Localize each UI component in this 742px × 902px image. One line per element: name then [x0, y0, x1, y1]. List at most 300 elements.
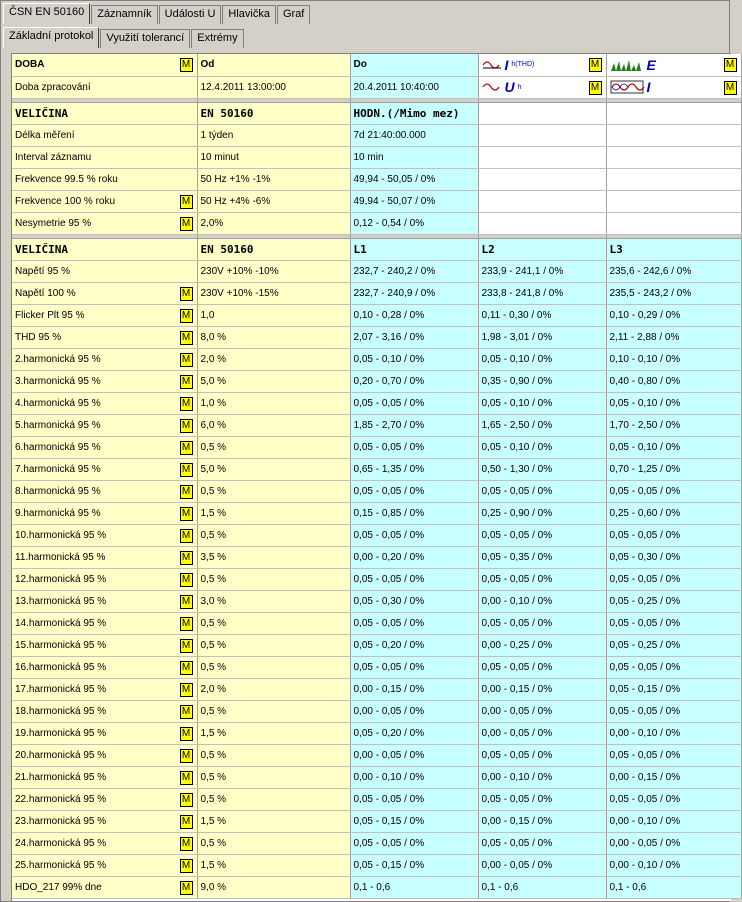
l1-value: [350, 568, 478, 590]
l1-value-text: 0,15 - 0,85 / 0%: [353, 507, 425, 519]
quantity-name: [12, 788, 197, 810]
table-row: [12, 788, 741, 810]
table-row: [12, 810, 741, 832]
l1-value: [350, 282, 478, 304]
l2-value: [478, 876, 606, 898]
norm-value-text: 8,0 %: [200, 331, 227, 343]
quantity-name-text: 14.harmonická 95 %: [15, 617, 107, 629]
l1-value: [350, 678, 478, 700]
l1-value-text: 0,05 - 0,05 / 0%: [353, 837, 425, 849]
quantity-name: [12, 436, 197, 458]
norm-value: [197, 766, 350, 788]
quantity-name-text: 18.harmonická 95 %: [15, 705, 107, 717]
protocol-table: [12, 54, 742, 899]
quantity-name-text: THD 95 %: [15, 331, 62, 343]
l2-value-text: 0,05 - 0,05 / 0%: [481, 573, 553, 585]
od-header: [197, 54, 350, 76]
l2-value: [478, 832, 606, 854]
l1-header: [350, 238, 478, 260]
quantity-name-text: 3.harmonická 95 %: [15, 375, 101, 387]
norm-value-text: 50 Hz +1% -1%: [200, 173, 271, 185]
l3-value: [606, 700, 741, 722]
m-button[interactable]: M: [180, 815, 193, 829]
empty-cell: [606, 102, 741, 124]
table-row: [12, 480, 741, 502]
norm-value: [197, 146, 350, 168]
l1-value-text: 0,05 - 0,05 / 0%: [353, 485, 425, 497]
norm-value: [197, 744, 350, 766]
m-button[interactable]: M: [724, 58, 737, 72]
l1-value-text: 0,05 - 0,05 / 0%: [353, 617, 425, 629]
l1-value-text: 0,05 - 0,05 / 0%: [353, 397, 425, 409]
norm-value-text: 3,0 %: [200, 595, 227, 607]
l1-value: [350, 480, 478, 502]
quantity-name: [12, 634, 197, 656]
l2-value-text: 0,11 - 0,30 / 0%: [481, 309, 552, 321]
m-button[interactable]: M: [180, 287, 193, 301]
m-button[interactable]: M: [180, 217, 193, 231]
sec1-quantity-header-text: VELIČINA: [15, 106, 68, 120]
table-row: [12, 612, 741, 634]
l3-value-text: 0,70 - 1,25 / 0%: [609, 463, 681, 475]
empty-cell: [606, 124, 741, 146]
quantity-name-text: 8.harmonická 95 %: [15, 485, 101, 497]
l2-value: [478, 370, 606, 392]
m-button[interactable]: M: [180, 683, 193, 697]
quantity-name-text: 19.harmonická 95 %: [15, 727, 107, 739]
l2-header-text: L2: [481, 242, 495, 256]
l2-value: [478, 854, 606, 876]
norm-value-text: 3,5 %: [200, 551, 227, 563]
m-button[interactable]: M: [180, 485, 193, 499]
norm-value: [197, 546, 350, 568]
table-row: [12, 854, 741, 876]
l2-value-text: 0,05 - 0,05 / 0%: [481, 837, 553, 849]
l1-value: [350, 590, 478, 612]
l1-value-text: 0,10 - 0,28 / 0%: [353, 309, 425, 321]
norm-value: [197, 190, 350, 212]
quantity-name: [12, 546, 197, 568]
quantity-name-text: Napětí 100 %: [15, 287, 76, 299]
ith-icon: I h(THD): [482, 57, 603, 73]
protocol-grid[interactable]: [11, 53, 735, 901]
norm-value: [197, 348, 350, 370]
l2-value-text: 1,98 - 3,01 / 0%: [481, 331, 553, 343]
l3-value-text: 0,05 - 0,10 / 0%: [609, 441, 681, 453]
l2-value: [478, 722, 606, 744]
l3-value-text: 0,00 - 0,10 / 0%: [609, 727, 681, 739]
m-button[interactable]: M: [180, 793, 193, 807]
quantity-name-text: HDO_217 99% dne: [15, 881, 102, 893]
table-row: [12, 304, 741, 326]
quantity-name: [12, 190, 197, 212]
empty-cell: [606, 190, 741, 212]
l3-header-text: L3: [609, 242, 623, 256]
norm-value: [197, 168, 350, 190]
l2-value-text: 0,05 - 0,05 / 0%: [481, 617, 553, 629]
quantity-name: [12, 766, 197, 788]
l1-header-text: L1: [353, 242, 367, 256]
l3-value: [606, 304, 741, 326]
norm-value: [197, 304, 350, 326]
l1-value: [350, 612, 478, 634]
m-button[interactable]: M: [180, 463, 193, 477]
l1-value: [350, 392, 478, 414]
l1-value-text: 0,05 - 0,20 / 0%: [353, 727, 425, 739]
measured-value: [350, 168, 478, 190]
l2-value-text: 0,00 - 0,25 / 0%: [481, 639, 553, 651]
od-header-text: Od: [200, 59, 215, 71]
l1-value-text: 0,05 - 0,20 / 0%: [353, 639, 425, 651]
l1-value: [350, 634, 478, 656]
measured-value: [350, 212, 478, 234]
l2-value: [478, 458, 606, 480]
sec1-value-header: [350, 102, 478, 124]
l2-value-text: 0,05 - 0,10 / 0%: [481, 397, 553, 409]
norm-value-text: 0,5 %: [200, 705, 227, 717]
quantity-name: [12, 348, 197, 370]
l2-value: [478, 744, 606, 766]
table-row: [12, 370, 741, 392]
norm-value-text: 0,5 %: [200, 573, 227, 585]
l3-header: [606, 238, 741, 260]
l2-value-text: 0,35 - 0,90 / 0%: [481, 375, 553, 387]
l1-value-text: 0,05 - 0,05 / 0%: [353, 661, 425, 673]
norm-value: [197, 810, 350, 832]
quantity-name: [12, 612, 197, 634]
l2-value-text: 0,00 - 0,10 / 0%: [481, 595, 553, 607]
l2-value-text: 0,00 - 0,15 / 0%: [481, 683, 553, 695]
l3-value-text: 0,10 - 0,10 / 0%: [609, 353, 681, 365]
m-button[interactable]: M: [180, 375, 193, 389]
l1-value: [350, 788, 478, 810]
l2-value-text: 233,9 - 241,1 / 0%: [481, 265, 564, 277]
l3-value-text: 235,6 - 242,6 / 0%: [609, 265, 692, 277]
norm-value: [197, 260, 350, 282]
l1-value-text: 0,05 - 0,15 / 0%: [353, 859, 425, 871]
quantity-name-text: 6.harmonická 95 %: [15, 441, 101, 453]
l2-value: [478, 260, 606, 282]
empty-cell: [606, 146, 741, 168]
l1-value-text: 0,05 - 0,10 / 0%: [353, 353, 425, 365]
quantity-name-text: Frekvence 100 % roku: [15, 195, 116, 207]
l2-value: [478, 634, 606, 656]
quantity-name-text: 16.harmonická 95 %: [15, 661, 107, 673]
l3-value: [606, 392, 741, 414]
l3-value: [606, 722, 741, 744]
l3-value: [606, 546, 741, 568]
l3-value: [606, 832, 741, 854]
m-button[interactable]: M: [180, 309, 193, 323]
table-row: [12, 678, 741, 700]
norm-value-text: 0,5 %: [200, 793, 227, 805]
norm-value-text: 0,5 %: [200, 771, 227, 783]
norm-value-text: 0,5 %: [200, 661, 227, 673]
tab-main-4[interactable]: Graf: [277, 5, 310, 24]
m-button[interactable]: M: [180, 881, 193, 895]
quantity-name: [12, 146, 197, 168]
l3-value-text: 1,70 - 2,50 / 0%: [609, 419, 681, 431]
l2-header: [478, 238, 606, 260]
l3-value: [606, 744, 741, 766]
tab-main-3[interactable]: Hlavička: [222, 5, 276, 24]
l1-value: [350, 524, 478, 546]
m-button[interactable]: M: [180, 859, 193, 873]
m-button[interactable]: M: [180, 617, 193, 631]
measured-value-text: 49,94 - 50,07 / 0%: [353, 195, 436, 207]
l3-value-text: 0,00 - 0,05 / 0%: [609, 837, 681, 849]
l3-value-text: 0,00 - 0,15 / 0%: [609, 771, 681, 783]
empty-cell: [478, 190, 606, 212]
l2-value-text: 0,05 - 0,05 / 0%: [481, 749, 553, 761]
l2-value: [478, 788, 606, 810]
empty-cell: [478, 168, 606, 190]
quantity-name: [12, 854, 197, 876]
l1-value: [350, 876, 478, 898]
quantity-name: [12, 326, 197, 348]
quantity-name-text: Interval záznamu: [15, 151, 92, 163]
m-button[interactable]: M: [180, 551, 193, 565]
table-row: [12, 168, 741, 190]
l1-value: [350, 502, 478, 524]
m-button[interactable]: M: [180, 727, 193, 741]
norm-value: [197, 458, 350, 480]
norm-value-text: 2,0 %: [200, 683, 227, 695]
empty-cell: [478, 212, 606, 234]
norm-value: [197, 370, 350, 392]
quantity-name: [12, 370, 197, 392]
l2-value-text: 1,65 - 2,50 / 0%: [481, 419, 553, 431]
m-button[interactable]: M: [180, 749, 193, 763]
tab-main-1[interactable]: Záznamník: [91, 5, 157, 24]
table-row: [12, 766, 741, 788]
doba-row: [12, 76, 741, 98]
m-button[interactable]: M: [180, 771, 193, 785]
norm-value-text: 1,0 %: [200, 397, 227, 409]
l3-value-text: 0,05 - 0,05 / 0%: [609, 617, 681, 629]
l2-value-text: 0,00 - 0,05 / 0%: [481, 705, 553, 717]
e-cell: [606, 54, 741, 76]
l1-value: [350, 744, 478, 766]
l3-value-text: 0,05 - 0,10 / 0%: [609, 397, 681, 409]
sec1-header-row: [12, 102, 741, 124]
l2-value-text: 0,05 - 0,35 / 0%: [481, 551, 553, 563]
l2-value-text: 0,50 - 1,30 / 0%: [481, 463, 553, 475]
l2-value: [478, 414, 606, 436]
measured-value: [350, 124, 478, 146]
l2-value: [478, 524, 606, 546]
main-tab-strip: [3, 3, 311, 24]
l2-value-text: 0,00 - 0,15 / 0%: [481, 815, 553, 827]
quantity-name: [12, 722, 197, 744]
uh-cell: [478, 76, 606, 98]
quantity-name: [12, 304, 197, 326]
quantity-name-text: Napětí 95 %: [15, 265, 71, 277]
empty-cell: [478, 146, 606, 168]
measured-value-text: 7d 21:40:00.000: [353, 129, 426, 141]
l3-value: [606, 502, 741, 524]
l3-value-text: 0,05 - 0,05 / 0%: [609, 573, 681, 585]
m-button[interactable]: M: [180, 195, 193, 209]
table-row: [12, 634, 741, 656]
l1-value: [350, 260, 478, 282]
l2-value: [478, 700, 606, 722]
quantity-name: [12, 124, 197, 146]
table-row: [12, 414, 741, 436]
quantity-name: [12, 458, 197, 480]
norm-value-text: 1,5 %: [200, 859, 227, 871]
l2-value: [478, 612, 606, 634]
norm-value: [197, 656, 350, 678]
table-row: [12, 546, 741, 568]
m-button[interactable]: M: [589, 58, 602, 72]
quantity-name-text: 7.harmonická 95 %: [15, 463, 101, 475]
l3-value: [606, 458, 741, 480]
quantity-name: [12, 744, 197, 766]
m-button[interactable]: M: [180, 837, 193, 851]
quantity-name-text: 15.harmonická 95 %: [15, 639, 107, 651]
l2-value: [478, 480, 606, 502]
sec1-quantity-header: [12, 102, 197, 124]
table-row: [12, 458, 741, 480]
sec2-quantity-header-text: VELIČINA: [15, 242, 68, 256]
tab-sub-1[interactable]: Využití tolerancí: [100, 29, 190, 48]
empty-cell: [478, 124, 606, 146]
l3-value: [606, 810, 741, 832]
m-button[interactable]: M: [180, 397, 193, 411]
l2-value-text: 0,05 - 0,05 / 0%: [481, 793, 553, 805]
l3-value-text: 235,5 - 243,2 / 0%: [609, 287, 692, 299]
l3-value: [606, 370, 741, 392]
m-button[interactable]: M: [180, 639, 193, 653]
norm-value-text: 230V +10% -10%: [200, 265, 279, 277]
norm-value-text: 0,5 %: [200, 837, 227, 849]
l3-value: [606, 634, 741, 656]
table-row: [12, 212, 741, 234]
tab-sub-2[interactable]: Extrémy: [191, 29, 243, 48]
do-value: [350, 76, 478, 98]
quantity-name: [12, 656, 197, 678]
energy-icon: E: [610, 57, 738, 73]
m-button[interactable]: M: [180, 573, 193, 587]
od-value-text: 12.4.2011 13:00:00: [200, 81, 286, 93]
m-button[interactable]: M: [180, 507, 193, 521]
l1-value: [350, 304, 478, 326]
l2-value-text: 0,1 - 0,6: [481, 881, 519, 893]
m-button[interactable]: M: [180, 529, 193, 543]
l3-value-text: 0,05 - 0,05 / 0%: [609, 749, 681, 761]
norm-value: [197, 524, 350, 546]
l2-value-text: 0,05 - 0,10 / 0%: [481, 353, 553, 365]
m-button[interactable]: M: [180, 353, 193, 367]
l3-value: [606, 590, 741, 612]
quantity-name: [12, 282, 197, 304]
table-row: [12, 260, 741, 282]
m-button[interactable]: M: [180, 331, 193, 345]
l2-value-text: 0,00 - 0,05 / 0%: [481, 859, 553, 871]
quantity-name: [12, 678, 197, 700]
norm-value-text: 2,0 %: [200, 353, 227, 365]
l1-value: [350, 436, 478, 458]
l1-value: [350, 326, 478, 348]
l2-value: [478, 810, 606, 832]
norm-value: [197, 832, 350, 854]
l1-value-text: 0,05 - 0,30 / 0%: [353, 595, 425, 607]
table-row: [12, 700, 741, 722]
m-button[interactable]: M: [589, 81, 602, 95]
m-button[interactable]: M: [180, 58, 193, 72]
l3-value-text: 0,05 - 0,05 / 0%: [609, 485, 681, 497]
l1-value: [350, 348, 478, 370]
quantity-name: [12, 392, 197, 414]
l1-value-text: 1,85 - 2,70 / 0%: [353, 419, 425, 431]
l1-value: [350, 656, 478, 678]
l2-value-text: 0,00 - 0,05 / 0%: [481, 727, 553, 739]
m-button[interactable]: M: [180, 661, 193, 675]
l1-value: [350, 458, 478, 480]
norm-value: [197, 480, 350, 502]
tab-sub-0[interactable]: Základní protokol: [3, 27, 99, 48]
doba-header: [12, 54, 197, 76]
l2-value-text: 0,05 - 0,05 / 0%: [481, 529, 553, 541]
quantity-name-text: 13.harmonická 95 %: [15, 595, 107, 607]
l2-value: [478, 502, 606, 524]
m-button[interactable]: M: [724, 81, 737, 95]
quantity-name-text: 17.harmonická 95 %: [15, 683, 107, 695]
l2-value: [478, 304, 606, 326]
quantity-name: [12, 590, 197, 612]
doba-label-text: Doba zpracování: [15, 81, 91, 93]
quantity-name-text: 20.harmonická 95 %: [15, 749, 107, 761]
norm-value: [197, 124, 350, 146]
table-row: [12, 832, 741, 854]
l3-value-text: 0,05 - 0,05 / 0%: [609, 661, 681, 673]
norm-value: [197, 788, 350, 810]
quantity-name: [12, 832, 197, 854]
l3-value-text: 0,10 - 0,29 / 0%: [609, 309, 681, 321]
table-row: [12, 348, 741, 370]
sub-tab-strip: [3, 27, 245, 48]
m-button[interactable]: M: [180, 595, 193, 609]
od-value: [197, 76, 350, 98]
tab-main-0[interactable]: ČSN EN 50160: [3, 3, 90, 24]
l3-value: [606, 854, 741, 876]
norm-value-text: 1,5 %: [200, 727, 227, 739]
m-button[interactable]: M: [180, 705, 193, 719]
sec1-value-header-text: HODN.(/Mimo mez): [353, 106, 460, 120]
norm-value-text: 2,0%: [200, 217, 224, 229]
doba-header-row: [12, 54, 741, 76]
l3-value-text: 0,00 - 0,10 / 0%: [609, 859, 681, 871]
table-row: [12, 590, 741, 612]
l1-value: [350, 854, 478, 876]
quantity-name-text: 24.harmonická 95 %: [15, 837, 107, 849]
norm-value: [197, 212, 350, 234]
tab-main-2[interactable]: Události U: [159, 5, 222, 24]
l1-value-text: 2,07 - 3,16 / 0%: [353, 331, 425, 343]
m-button[interactable]: M: [180, 441, 193, 455]
norm-value-text: 9,0 %: [200, 881, 227, 893]
norm-value: [197, 876, 350, 898]
quantity-name: [12, 260, 197, 282]
l2-value-text: 0,00 - 0,10 / 0%: [481, 771, 553, 783]
i-cell: [606, 76, 741, 98]
quantity-name-text: 9.harmonická 95 %: [15, 507, 101, 519]
m-button[interactable]: M: [180, 419, 193, 433]
l3-value: [606, 436, 741, 458]
quantity-name-text: Nesymetrie 95 %: [15, 217, 92, 229]
l2-value-text: 0,05 - 0,10 / 0%: [481, 441, 553, 453]
